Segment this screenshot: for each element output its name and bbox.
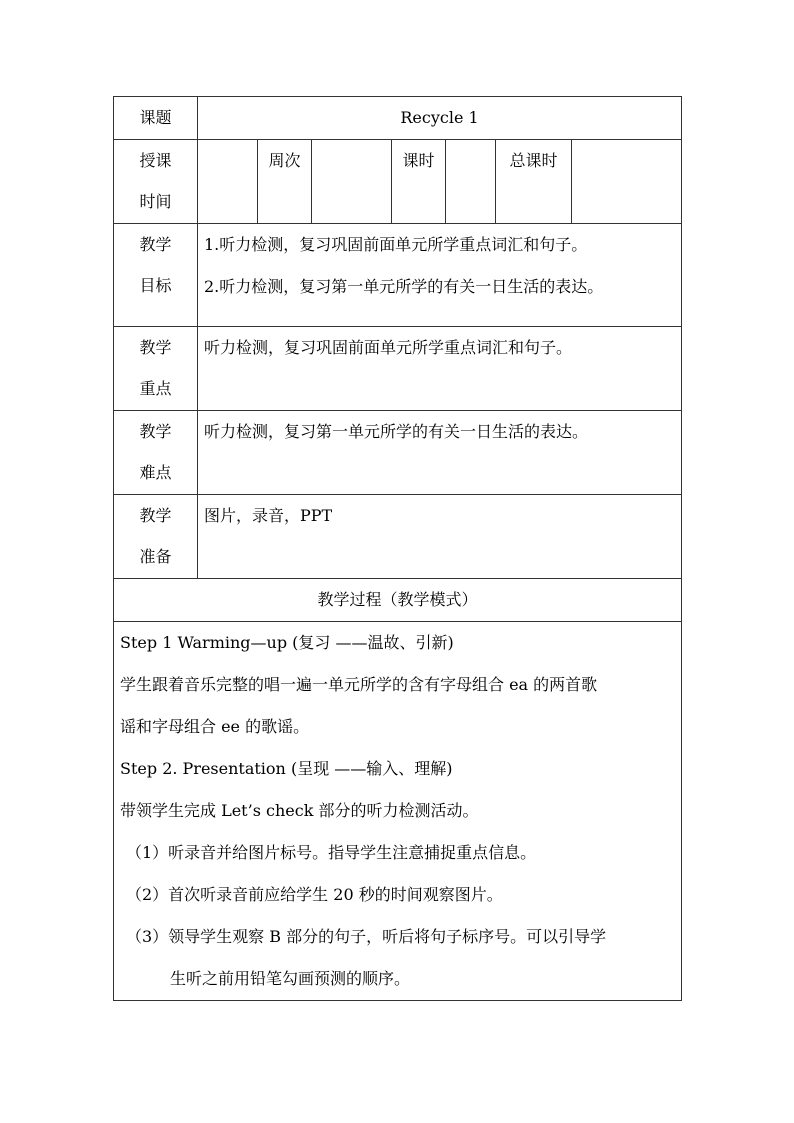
- step2-title: Step 2. Presentation (呈现 ——输入、理解): [120, 759, 453, 778]
- key-points-label: 教学 重点: [114, 327, 198, 411]
- total-period-label: 总课时: [496, 140, 572, 224]
- preparation-label: 教学 准备: [114, 495, 198, 579]
- lesson-plan-table: [113, 96, 682, 1001]
- difficulties-content: [198, 411, 682, 495]
- objectives-content: [198, 224, 682, 327]
- total-period-value-cell: [572, 140, 682, 224]
- process-header-row: [114, 579, 682, 622]
- step2-item-3: （3）领导学生观察 B 部分的句子，听后将句子标序号。可以引导学: [126, 927, 607, 946]
- step2-intro: 带领学生完成 Let’s check 部分的听力检测活动。: [120, 801, 479, 820]
- objectives-label: 教学 目标: [114, 224, 198, 327]
- objectives-row: [114, 224, 682, 327]
- topic-label: 课题: [114, 97, 198, 140]
- preparation-content: [198, 495, 682, 579]
- step2-item-3-continuation: 生听之前用铅笔勾画预测的顺序。: [170, 969, 411, 988]
- step1-line: 学生跟着音乐完整的唱一遍一单元所学的含有字母组合 ea 的两首歌: [120, 675, 598, 694]
- week-value-cell: [312, 140, 392, 224]
- key-points-content: [198, 327, 682, 411]
- time-date-cell: [198, 140, 258, 224]
- topic-value: Recycle 1: [198, 97, 682, 140]
- period-label: 课时: [392, 140, 446, 224]
- process-body-row: [114, 622, 682, 1001]
- process-header: 教学过程（教学模式）: [114, 579, 682, 622]
- time-label: 授课 时间: [114, 140, 198, 224]
- week-label: 周次: [258, 140, 312, 224]
- objective-item: 1.听力检测，复习巩固前面单元所学重点词汇和句子。: [204, 235, 588, 254]
- step1-title: Step 1 Warming—up (复习 ——温故、引新): [120, 633, 454, 652]
- objective-item: 2.听力检测，复习第一单元所学的有关一日生活的表达。: [204, 277, 604, 296]
- topic-row: [114, 97, 682, 140]
- preparation-row: [114, 495, 682, 579]
- difficulties-row: [114, 411, 682, 495]
- key-points-text: 听力检测，复习巩固前面单元所学重点词汇和句子。: [204, 338, 573, 357]
- process-content: [114, 622, 682, 1001]
- key-points-row: [114, 327, 682, 411]
- difficulties-label: 教学 难点: [114, 411, 198, 495]
- preparation-text: 图片，录音，PPT: [204, 506, 333, 525]
- step1-line: 谣和字母组合 ee 的歌谣。: [120, 717, 310, 736]
- difficulties-text: 听力检测，复习第一单元所学的有关一日生活的表达。: [204, 422, 589, 441]
- period-value-cell: [446, 140, 496, 224]
- step2-item-2: （2）首次听录音前应给学生 20 秒的时间观察图片。: [126, 885, 503, 904]
- step2-item-1: （1）听录音并给图片标号。指导学生注意捕捉重点信息。: [126, 843, 537, 862]
- time-row: [114, 140, 682, 224]
